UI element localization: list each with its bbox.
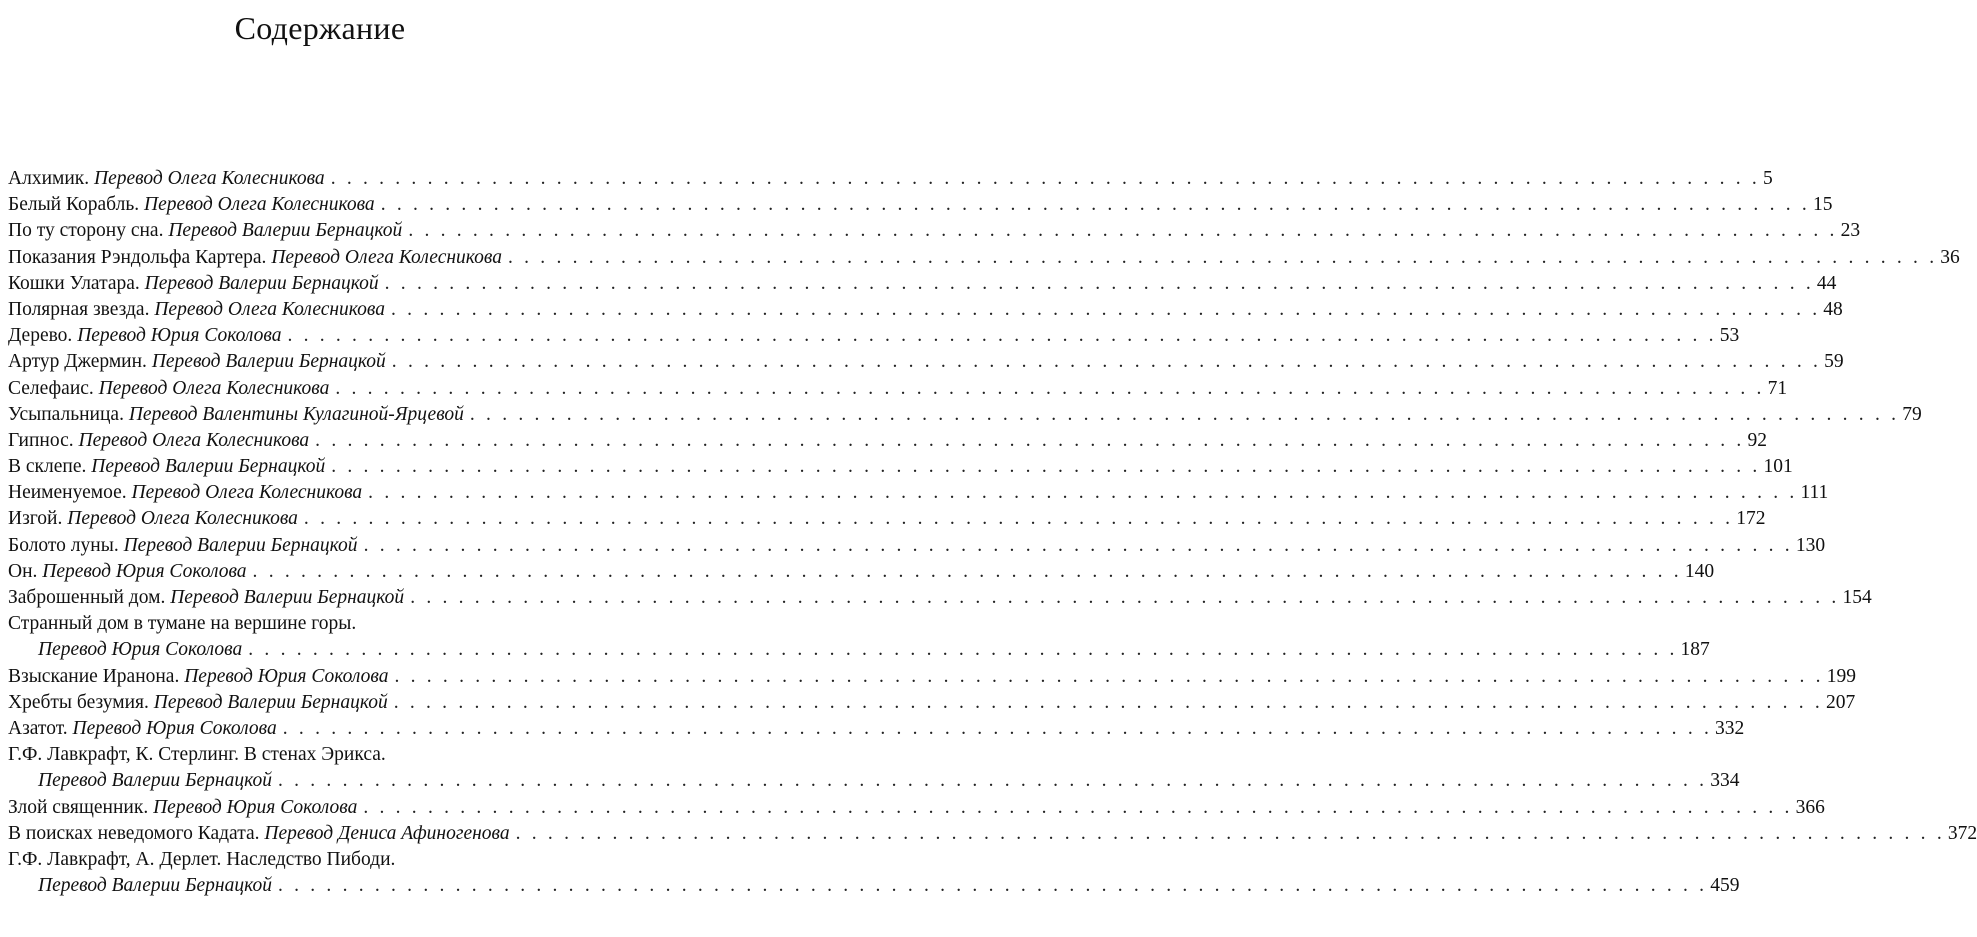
toc-entry-text — [8, 323, 281, 349]
toc-entry-text — [8, 480, 362, 506]
toc-page-number: 154 — [1842, 587, 1872, 608]
toc-dot-leader — [516, 821, 1945, 847]
toc-entry-title: Показания Рэндольфа Картера. — [8, 246, 267, 268]
toc-page-number: 92 — [1747, 429, 1767, 451]
toc-page-number: 101 — [1763, 456, 1793, 478]
toc-dot-leader — [287, 323, 1716, 349]
toc-entry-translator: Перевод Валерии Бернацкой — [144, 272, 379, 294]
toc-entry-text — [8, 716, 277, 742]
toc-entry-translator: Перевод Олега Колесникова — [131, 482, 363, 504]
toc-entry-line — [8, 428, 1767, 454]
toc-entry-title: Кошки Улатара. — [8, 272, 140, 294]
toc-entry-title: Изгой. — [8, 508, 63, 530]
toc-entry-translator: Перевод Валерии Бернацкой — [38, 875, 272, 897]
toc-entry-line — [8, 533, 1826, 559]
toc-page-number: 366 — [1795, 796, 1825, 818]
toc-entry-text — [8, 349, 386, 375]
toc-page-number: 5 — [1762, 168, 1773, 189]
toc-entry — [8, 297, 1843, 323]
toc-dot-leader — [381, 192, 1810, 218]
toc-dot-leader — [408, 218, 1837, 244]
toc-entry — [8, 533, 1826, 559]
toc-entry-title: Болото луны. — [8, 534, 119, 556]
toc-dot-leader — [283, 716, 1712, 742]
toc-entry-line — [8, 454, 1793, 480]
toc-entry-line — [8, 664, 1857, 690]
toc-entry — [8, 218, 1861, 244]
toc-entry-title: Алхимик. — [8, 168, 90, 189]
toc-entry — [8, 611, 1710, 663]
toc-entry-title: Дерево. — [8, 325, 73, 347]
toc-entry-first-line — [8, 611, 634, 637]
toc-entry — [8, 690, 1856, 716]
toc-page-number: 15 — [1812, 194, 1833, 216]
toc-entry-translator: Перевод Валерии Бернацкой — [153, 691, 388, 713]
toc-entry — [8, 192, 1833, 218]
toc-entry-translator: Перевод Юрия Соколова — [184, 665, 389, 687]
toc-entry — [8, 821, 1977, 847]
toc-entry-title: Странный дом в тумане на вершине горы. — [8, 613, 357, 635]
toc-page-number: 79 — [1902, 403, 1922, 425]
toc-dot-leader — [248, 637, 1677, 663]
toc-dot-leader — [410, 585, 1839, 611]
toc-entry-line — [8, 690, 1856, 716]
toc-entry-title: Взыскание Иранона. — [8, 665, 180, 687]
toc-entry-text — [8, 664, 388, 690]
toc-entry-translator: Перевод Валентины Кулагиной-Ярцевой — [128, 403, 464, 425]
toc-entry-line — [8, 585, 1872, 611]
toc-page-number: 23 — [1840, 220, 1861, 242]
toc-entry-title: В склепе. — [8, 456, 87, 478]
toc-entry-line — [8, 349, 1844, 375]
toc-entry-line — [8, 271, 1837, 297]
toc-page-number: 334 — [1710, 770, 1740, 792]
toc-entry-translator: Перевод Дениса Афиногенова — [264, 822, 510, 844]
toc-entry-translator: Перевод Юрия Соколова — [42, 560, 247, 582]
toc-entry-translator: Перевод Олега Колесникова — [98, 377, 330, 399]
toc-entry-text — [8, 297, 385, 323]
toc-entry — [8, 585, 1872, 611]
toc-entry-line — [8, 192, 1833, 218]
toc-entry-line — [8, 323, 1740, 349]
toc-entry-translator: Перевод Олега Колесникова — [94, 168, 325, 189]
toc-dot-leader — [392, 349, 1821, 375]
toc-entry-line — [8, 218, 1861, 244]
toc-dot-leader — [331, 454, 1760, 480]
toc-entry-text — [8, 376, 329, 402]
toc-page-number: 44 — [1816, 272, 1837, 294]
toc-dot-leader — [363, 795, 1792, 821]
toc-entry — [8, 245, 1960, 271]
toc-entry-text — [8, 533, 358, 559]
toc-dot-leader — [364, 533, 1793, 559]
toc-entry-first-line — [8, 742, 634, 768]
toc-page-number: 372 — [1947, 822, 1977, 844]
toc-entry-line — [8, 480, 1829, 506]
toc-entry-title: Гипнос. — [8, 429, 74, 451]
toc-entry-line — [8, 795, 1825, 821]
toc-entry-title: Хребты безумия. — [8, 691, 149, 713]
toc-entry-translator: Перевод Олега Колесникова — [67, 508, 298, 530]
toc-dot-leader — [253, 559, 1682, 585]
toc-entry-translator: Перевод Юрия Соколова — [72, 717, 277, 739]
toc-entry-translator: Перевод Юрия Соколова — [77, 325, 282, 347]
toc-entry-title: Злой священник. — [8, 796, 149, 818]
toc-entry-text — [8, 585, 404, 611]
toc-entry-title: Заброшенный дом. — [8, 587, 166, 608]
toc-page-number: 53 — [1719, 325, 1740, 347]
toc-page-number: 48 — [1823, 298, 1843, 320]
toc-entry-text — [8, 218, 402, 244]
toc-page-number: 36 — [1940, 246, 1960, 268]
toc-page-number: 140 — [1684, 560, 1715, 582]
toc-entry-title: По ту сторону сна. — [8, 220, 164, 242]
toc-entry — [8, 506, 1766, 532]
toc-entry-translator: Перевод Валерии Бернацкой — [168, 220, 403, 242]
toc-entry-title: Полярная звезда. — [8, 298, 150, 320]
toc-entry — [8, 559, 1715, 585]
toc-page-number: 332 — [1715, 717, 1745, 739]
toc-dot-leader — [278, 873, 1707, 899]
toc-entry — [8, 716, 1745, 742]
toc-entry — [8, 402, 1922, 428]
toc-entry-translator: Перевод Олега Колесникова — [144, 194, 375, 216]
toc-entry-text — [8, 690, 388, 716]
toc-entry-title: Г.Ф. Лавкрафт, К. Стерлинг. В стенах Эрикса. — [8, 744, 386, 766]
toc-entry — [8, 742, 1740, 794]
toc-entry-text — [8, 166, 325, 192]
toc-page-number: 111 — [1800, 482, 1829, 504]
toc-page-number: 59 — [1824, 351, 1844, 373]
toc-entry-text — [8, 245, 502, 271]
toc-entry-text — [8, 559, 247, 585]
toc-dot-leader — [304, 506, 1733, 532]
toc-entry-title: Неименуемое. — [8, 482, 127, 504]
toc-entry-line — [8, 376, 1788, 402]
toc-entry-translator: Перевод Олега Колесникова — [271, 246, 502, 268]
toc-page-number: 199 — [1826, 665, 1857, 687]
toc-entry — [8, 428, 1767, 454]
toc-entry — [8, 480, 1829, 506]
toc-entry-translator: Перевод Юрия Соколова — [38, 639, 243, 661]
toc-entry-title: Он. — [8, 560, 38, 582]
toc-entry-translator: Перевод Валерии Бернацкой — [91, 456, 326, 478]
toc-dot-leader — [385, 271, 1814, 297]
toc-entry-title: Артур Джермин. — [8, 351, 147, 373]
toc-entry-second-line — [8, 768, 1740, 794]
toc-dot-leader — [394, 690, 1823, 716]
toc-dot-leader — [315, 428, 1744, 454]
toc-entry — [8, 349, 1844, 375]
toc-page-number: 459 — [1710, 875, 1740, 897]
toc-dot-leader — [470, 402, 1899, 428]
toc-entry — [8, 166, 1773, 192]
toc-entry-text — [8, 795, 357, 821]
page-title: Содержание — [234, 10, 406, 46]
toc-entry-first-line — [8, 847, 634, 873]
toc-entry-line — [8, 821, 1977, 847]
toc-entry-translator: Перевод Валерии Бернацкой — [38, 770, 272, 792]
toc-entry-line — [8, 559, 1715, 585]
toc-dot-leader — [331, 166, 1760, 192]
toc-entry-line — [8, 716, 1745, 742]
toc-entry-title: Усыпальница. — [8, 403, 124, 425]
toc-entry — [8, 323, 1740, 349]
toc-entry-translator: Перевод Валерии Бернацкой — [170, 587, 405, 608]
toc-entry-line — [8, 166, 1773, 192]
toc-entry-translator: Перевод Олега Колесникова — [154, 298, 386, 320]
toc-entry — [8, 664, 1857, 690]
toc-entry-line — [8, 245, 1960, 271]
toc-entry-line — [8, 297, 1843, 323]
toc-dot-leader — [394, 664, 1823, 690]
toc-entry-title: Селефаис. — [8, 377, 94, 399]
toc-page-number: 207 — [1826, 691, 1856, 713]
toc-entry — [8, 376, 1788, 402]
toc-entry-text — [8, 454, 325, 480]
toc-entry-translator: Перевод Олега Колесникова — [78, 429, 310, 451]
toc-entry — [8, 454, 1793, 480]
toc-entry-title: Белый Корабль. — [8, 194, 140, 216]
toc-entry-title: Г.Ф. Лавкрафт, А. Дерлет. Наследство Пибоди. — [8, 848, 396, 870]
toc-entry-line — [8, 402, 1922, 428]
toc-dot-leader — [278, 768, 1707, 794]
toc-entry-text — [8, 271, 379, 297]
toc-entry-text — [8, 821, 510, 847]
toc-entry-title: Азатот. — [8, 717, 68, 739]
toc-dot-leader — [508, 245, 1937, 271]
toc-entry-text — [8, 428, 309, 454]
toc-entry-second-line — [8, 873, 1740, 899]
toc-dot-leader — [391, 297, 1820, 323]
toc-page-number: 187 — [1680, 639, 1710, 661]
toc-dot-leader — [335, 376, 1764, 402]
toc-entry-text — [8, 192, 375, 218]
toc-page-number: 172 — [1736, 508, 1766, 530]
toc-entry-title: В поисках неведомого Кадата. — [8, 822, 260, 844]
toc-entry-translator: Перевод Валерии Бернацкой — [123, 534, 358, 556]
toc-page-number: 71 — [1767, 377, 1788, 399]
toc-entry-translator: Перевод Юрия Соколова — [153, 796, 358, 818]
toc-entry-translator: Перевод Валерии Бернацкой — [151, 351, 386, 373]
toc-entry — [8, 795, 1825, 821]
toc-page-number: 130 — [1795, 534, 1826, 556]
toc-entry-line — [8, 506, 1766, 532]
toc-entry — [8, 271, 1837, 297]
toc-entry-text — [8, 402, 464, 428]
toc-entry-text — [8, 506, 298, 532]
toc-entry-second-line — [8, 637, 1710, 663]
table-of-contents — [8, 166, 1977, 899]
toc-entry — [8, 847, 1740, 899]
toc-dot-leader — [368, 480, 1797, 506]
